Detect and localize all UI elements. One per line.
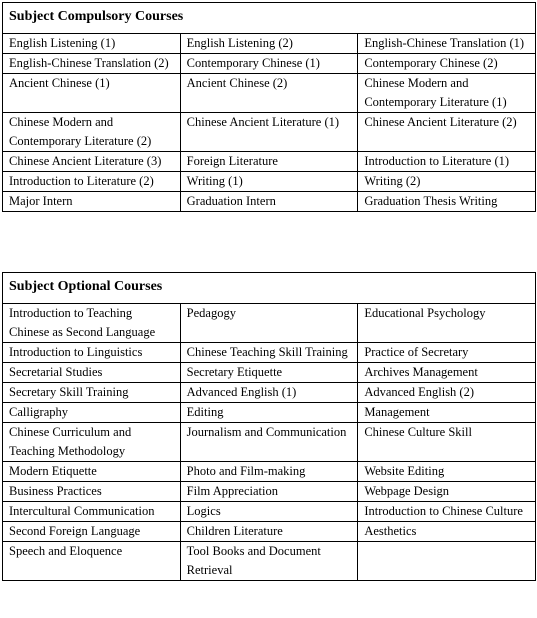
table-cell: Educational Psychology [358,304,536,343]
table-row [3,522,536,542]
table-cell: Introduction to Literature (2) [3,172,181,192]
table-cell: Chinese Culture Skill [358,423,536,462]
table-cell: English Listening (1) [3,34,181,54]
table-cell: Secretarial Studies [3,363,181,383]
table-cell [358,542,536,581]
table-cell: Film Appreciation [180,482,358,502]
table-cell: Writing (1) [180,172,358,192]
table-row [3,304,536,343]
table-row [3,343,536,363]
table-cell: Chinese Modern and Contemporary Literature (2) [3,113,181,152]
table-row [3,363,536,383]
table-cell: Chinese Ancient Literature (2) [358,113,536,152]
table-title: Subject Compulsory Courses [3,3,536,34]
table-cell: Advanced English (2) [358,383,536,403]
table-row [3,482,536,502]
table-cell: Contemporary Chinese (2) [358,54,536,74]
table-cell: Modern Etiquette [3,462,181,482]
table-cell: Intercultural Communication [3,502,181,522]
table-cell: English Listening (2) [180,34,358,54]
table-cell: Second Foreign Language [3,522,181,542]
table-cell: Speech and Eloquence [3,542,181,581]
compulsory-courses-table [2,2,536,212]
table-cell: Pedagogy [180,304,358,343]
table-row [3,34,536,54]
table-cell: Foreign Literature [180,152,358,172]
table-cell: Major Intern [3,192,181,212]
table-row [3,383,536,403]
table-cell: Website Editing [358,462,536,482]
table-cell: Management [358,403,536,423]
table-cell: Tool Books and Document Retrieval [180,542,358,581]
table-cell: Graduation Intern [180,192,358,212]
optional-courses-table [2,272,536,581]
table-row [3,54,536,74]
table-row [3,502,536,522]
table-cell: Writing (2) [358,172,536,192]
table-header-row [3,273,536,304]
table-cell: Introduction to Linguistics [3,343,181,363]
table-row [3,172,536,192]
table-row [3,403,536,423]
table-cell: Ancient Chinese (2) [180,74,358,113]
table-cell: Children Literature [180,522,358,542]
table-row [3,423,536,462]
table-cell: Business Practices [3,482,181,502]
table-cell: English-Chinese Translation (1) [358,34,536,54]
table-row [3,462,536,482]
table-cell: Calligraphy [3,403,181,423]
table-cell: Journalism and Communication [180,423,358,462]
table-cell: Webpage Design [358,482,536,502]
table-cell: Advanced English (1) [180,383,358,403]
table-cell: Introduction to Chinese Culture [358,502,536,522]
table-cell: Secretary Etiquette [180,363,358,383]
table-cell: Contemporary Chinese (1) [180,54,358,74]
table-cell: Chinese Ancient Literature (1) [180,113,358,152]
table-row [3,113,536,152]
table-row [3,152,536,172]
table-row [3,192,536,212]
table-cell: Archives Management [358,363,536,383]
table-cell: Introduction to Literature (1) [358,152,536,172]
table-row [3,542,536,581]
table-cell: Practice of Secretary [358,343,536,363]
table-cell: Ancient Chinese (1) [3,74,181,113]
table-cell: Chinese Teaching Skill Training [180,343,358,363]
table-cell: Logics [180,502,358,522]
table-header-row [3,3,536,34]
table-cell: Chinese Ancient Literature (3) [3,152,181,172]
table-cell: Introduction to Teaching Chinese as Second Language [3,304,181,343]
table-cell: English-Chinese Translation (2) [3,54,181,74]
table-cell: Secretary Skill Training [3,383,181,403]
table-title: Subject Optional Courses [3,273,536,304]
table-cell: Aesthetics [358,522,536,542]
table-cell: Graduation Thesis Writing [358,192,536,212]
table-cell: Editing [180,403,358,423]
table-cell: Chinese Modern and Contemporary Literature (1) [358,74,536,113]
table-cell: Chinese Curriculum and Teaching Methodology [3,423,181,462]
table-cell: Photo and Film-making [180,462,358,482]
table-row [3,74,536,113]
